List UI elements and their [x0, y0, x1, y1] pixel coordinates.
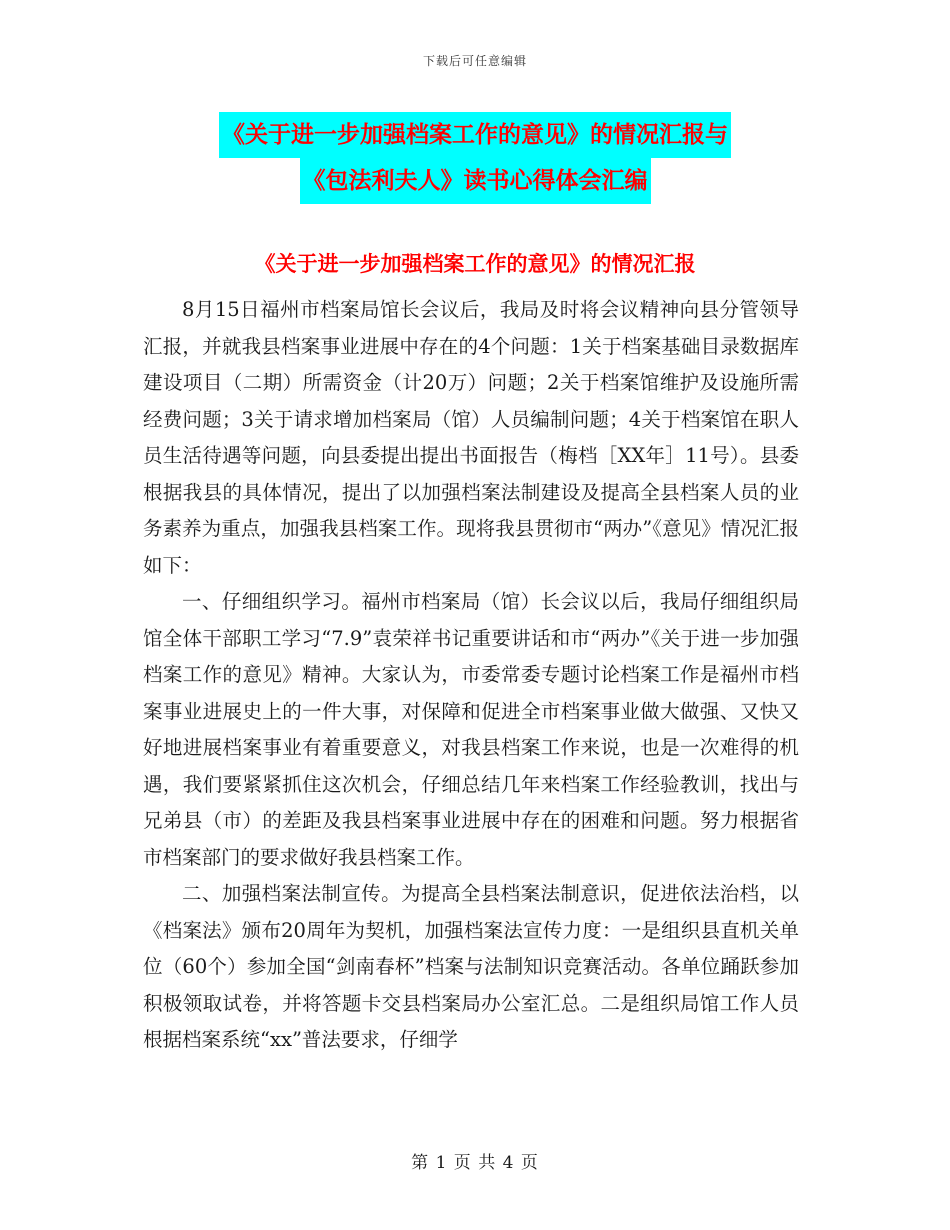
paragraph: 一、仔细组织学习。福州市档案局（馆）长会议以后，我局仔细组织局馆全体干部职工学习“7.9”袁荣祥书记重要讲话和市“两办”《关于进一步加强档案工作的意见》精神。大家认为，市委常委专题讨论档案工作是福州市档案事业进展史上的一件大事，对保障和促进全市档案事业做大做强、又快又好地进展档案事业有着重要意义，对我县档案工作来说，也是一次难得的机遇，我们要紧紧抓住这次机会，仔细总结几年来档案工作经验教训，找出与兄弟县（市）的差距及我县档案事业进展中存在的困难和问题。努力根据省市档案部门的要求做好我县档案工作。 [143, 590, 799, 869]
document-title [0, 112, 950, 204]
paragraph: 二、加强档案法制宣传。为提高全县档案法制意识，促进依法治档，以《档案法》颁布20周年为契机，加强档案法宣传力度：一是组织县直机关单位（60个）参加全国“剑南春杯”档案与法制知识竞赛活动。各单位踊跃参加积极领取试卷，并将答题卡交县档案局办公室汇总。二是组织局馆工作人员根据档案系统“xx”普法要求，仔细学 [143, 882, 799, 1051]
title-line-2: 《包法利夫人》读书心得体会汇编 [300, 158, 651, 204]
section-title: 《关于进一步加强档案工作的意见》的情况汇报 [254, 251, 696, 276]
paragraph: 8月15日福州市档案局馆长会议后，我局及时将会议精神向县分管领导汇报，并就我县档案事业进展中存在的4个问题：1关于档案基础目录数据库建设项目（二期）所需资金（计20万）问题；2关于档案馆维护及设施所需经费问题；3关于请求增加档案局（馆）人员编制问题；4关于档案馆在职人员生活待遇等问题，向县委提出提出书面报告（梅档［XX年］11号）。县委根据我县的具体情况，提出了以加强档案法制建设及提高全县档案人员的业务素养为重点，加强我县档案工作。现将我县贯彻市“两办”《意见》情况汇报如下： [143, 298, 799, 577]
document-body [143, 292, 799, 1059]
header-note: 下载后可任意编辑 [422, 54, 527, 68]
title-line-1: 《关于进一步加强档案工作的意见》的情况汇报与 [219, 112, 731, 158]
page-footer: 第 1 页 共 4 页 [411, 1153, 539, 1173]
